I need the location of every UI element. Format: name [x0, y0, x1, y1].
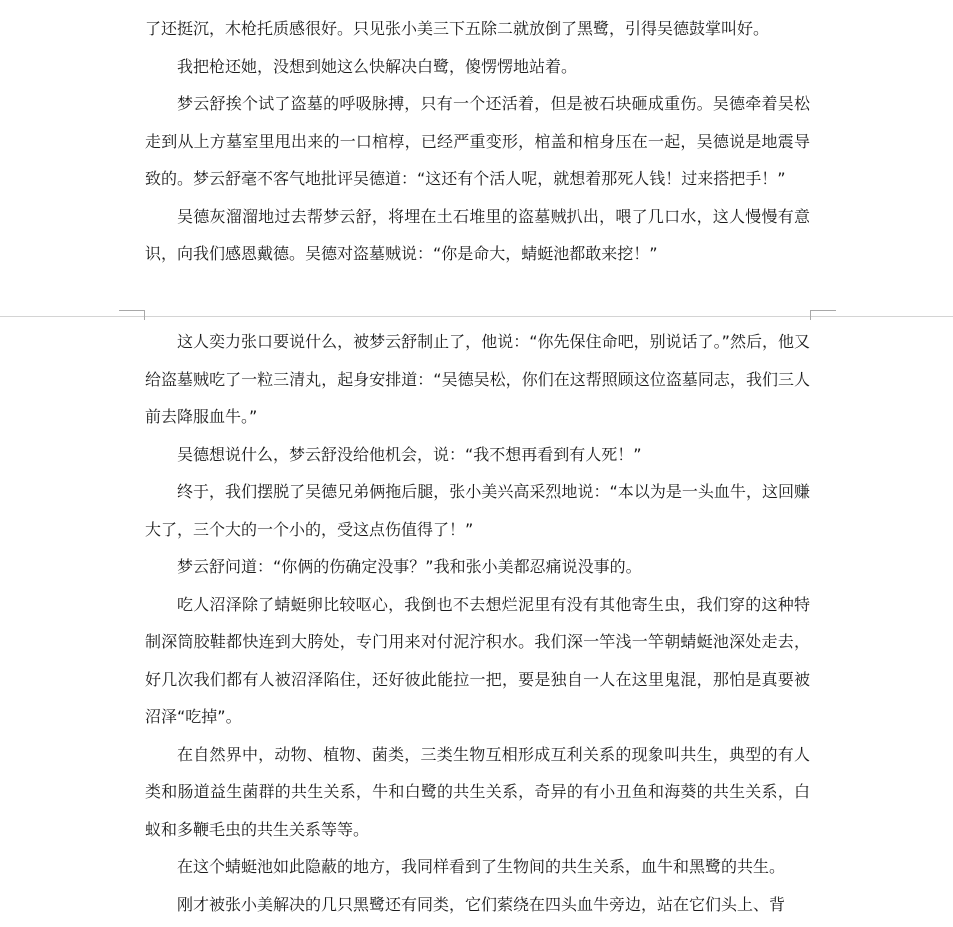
paragraph: 了还挺沉，木枪托质感很好。只见张小美三下五除二就放倒了黑鹭，引得吴德鼓掌叫好。	[145, 19, 770, 38]
paragraph: 吴德灰溜溜地过去帮梦云舒，将埋在土石堆里的盗墓贼扒出，喂了几口水，这人慢慢有意识，向我们感恩戴德。吴德对盗墓贼说：“你是命大，蜻蜓池都敢来挖！”	[145, 206, 810, 263]
paragraph: 梦云舒问道：“你俩的伤确定没事？”我和张小美都忍痛说没事的。	[177, 557, 642, 576]
paragraph: 在自然界中，动物、植物、菌类，三类生物互相形成互利关系的现象叫共生，典型的有人类和肠道益生菌群的共生关系，牛和白鹭的共生关系，奇异的有小丑鱼和海葵的共生关系，白蚁和多鞭毛虫的共生关系等等。	[145, 744, 810, 839]
paragraph: 这人奕力张口要说什么，被梦云舒制止了，他说：“你先保住命吧，别说话了。”然后，他又给盗墓贼吃了一粒三清丸，起身安排道：“吴德吴松，你们在这帮照顾这位盗墓同志，我们三人前去降服血牛。”	[145, 332, 810, 426]
paragraph: 刚才被张小美解决的几只黑鹭还有同类，它们萦绕在四头血牛旁边，站在它们头上、背	[177, 894, 786, 914]
paragraph: 吴德想说什么，梦云舒没给他机会，说：“我不想再看到有人死！”	[177, 444, 642, 464]
paragraph: 终于，我们摆脱了吴德兄弟俩拖后腿，张小美兴高采烈地说：“本以为是一头血牛，这回赚大了，三个大的一个小的，受这点伤值得了！”	[145, 482, 810, 539]
paragraph: 吃人沼泽除了蜻蜓卵比较呕心，我倒也不去想烂泥里有没有其他寄生虫，我们穿的这种特制深筒胶鞋都快连到大胯处，专门用来对付泥泞积水。我们深一竿浅一竿朝蜻蜓池深处走去，好几次我们都有人被沼泽陷住，还好彼此能拉一把，要是独自一人在这里鬼混，那怕是真要被沼泽“吃掉”。	[145, 594, 810, 726]
document-page-bottom	[0, 320, 953, 927]
document-page-top	[0, 0, 953, 312]
paragraph: 我把枪还她，没想到她这么快解决白鹭，傻愣愣地站着。	[177, 56, 578, 76]
page-bottom-text	[145, 323, 810, 923]
paragraph: 梦云舒挨个试了盗墓的呼吸脉搏，只有一个还活着，但是被石块砸成重伤。吴德牵着吴松走到从上方墓室里甩出来的一口棺椁，已经严重变形，棺盖和棺身压在一起，吴德说是地震导致的。梦云舒毫不客气地批评吴德道：“这还有个活人呢，就想着那死人钱！过来搭把手！”	[145, 94, 810, 188]
paragraph: 在这个蜻蜓池如此隐蔽的地方，我同样看到了生物间的共生关系，血牛和黑鹭的共生。	[177, 857, 786, 876]
page-top-text	[145, 10, 810, 273]
